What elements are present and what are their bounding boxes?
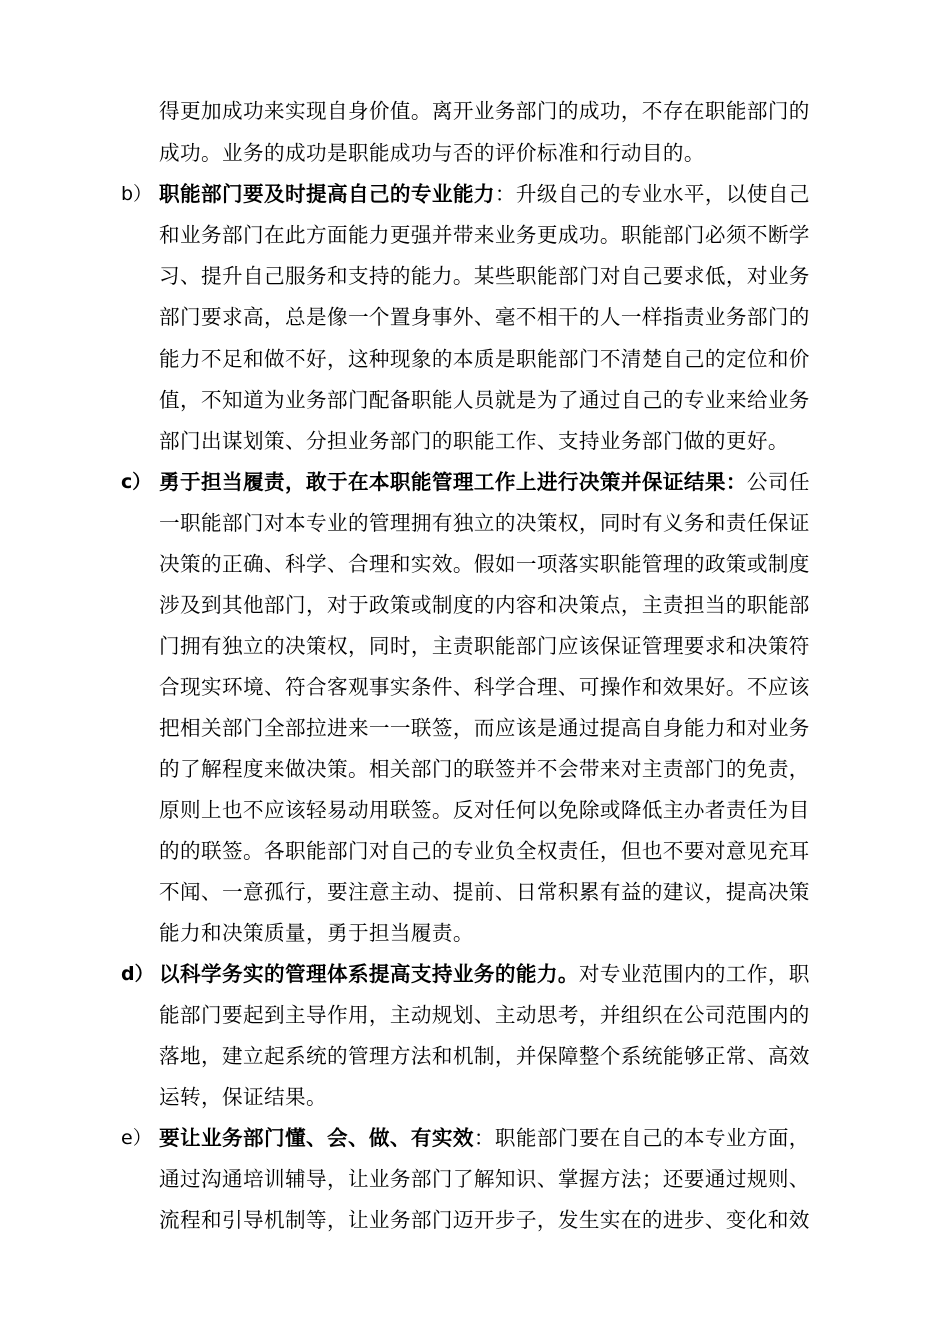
item-e-first-line <box>159 1124 859 1152</box>
item-b-line: 部门出谋划策、分担业务部门的职能工作、支持业务部门做的更好。 <box>159 429 789 453</box>
list-marker-c: c） <box>121 471 152 493</box>
item-d-first-rest: 对专业范围内的工作，职 <box>578 962 810 986</box>
item-d-first-line <box>159 960 859 988</box>
item-b-line: 和业务部门在此方面能力更强并带来业务更成功。职能部门必须不断学 <box>159 223 810 247</box>
item-e-line: 流程和引导机制等，让业务部门迈开步子，发生实在的进步、变化和效 <box>159 1208 810 1232</box>
item-b-first-rest: ：升级自己的专业水平，以使自己 <box>494 182 810 206</box>
item-c-line: 涉及到其他部门，对于政策或制度的内容和决策点，主责担当的职能部 <box>159 593 810 617</box>
intro-line-1: 得更加成功来实现自身价值。离开业务部门的成功，不存在职能部门的 <box>159 99 810 123</box>
item-b-line: 部门要求高，总是像一个置身事外、毫不相干的人一样指责业务部门的 <box>159 305 810 329</box>
intro-line-2: 成功。业务的成功是职能成功与否的评价标准和行动目的。 <box>159 141 705 165</box>
item-c-line: 能力和决策质量，勇于担当履责。 <box>159 921 474 945</box>
item-c-line: 不闻、一意孤行，要注意主动、提前、日常积累有益的建议，提高决策 <box>159 880 810 904</box>
item-b-line: 习、提升自己服务和支持的能力。某些职能部门对自己要求低，对业务 <box>159 264 810 288</box>
item-c-line: 合现实环境、符合客观事实条件、科学合理、可操作和效果好。不应该 <box>159 675 810 699</box>
item-b-line: 值，不知道为业务部门配备职能人员就是为了通过自己的专业来给业务 <box>159 388 810 412</box>
item-e-line: 通过沟通培训辅导，让业务部门了解知识、掌握方法；还要通过规则、 <box>159 1167 810 1191</box>
list-marker-e: e） <box>121 1127 152 1149</box>
list-marker-d: d） <box>121 963 154 985</box>
item-d-line: 运转，保证结果。 <box>159 1085 327 1109</box>
item-b-heading: 职能部门要及时提高自己的专业能力 <box>159 182 495 206</box>
item-c-first-line <box>159 468 859 496</box>
item-c-heading: 勇于担当履责，敢于在本职能管理工作上进行决策并保证结果： <box>159 470 747 494</box>
item-b-line: 能力不足和做不好，这种现象的本质是职能部门不清楚自己的定位和价 <box>159 347 810 371</box>
item-c-line: 的了解程度来做决策。相关部门的联签并不会带来对主责部门的免责， <box>159 757 810 781</box>
item-d-heading: 以科学务实的管理体系提高支持业务的能力。 <box>159 962 579 986</box>
item-d-line: 落地，建立起系统的管理方法和机制，并保障整个系统能够正常、高效 <box>159 1044 810 1068</box>
item-c-line: 门拥有独立的决策权，同时，主责职能部门应该保证管理要求和决策符 <box>159 634 810 658</box>
item-c-line: 原则上也不应该轻易动用联签。反对任何以免除或降低主办者责任为目 <box>159 798 810 822</box>
item-c-line: 一职能部门对本专业的管理拥有独立的决策权，同时有义务和责任保证 <box>159 511 810 535</box>
list-marker-b: b） <box>121 183 153 205</box>
item-e-first-rest: ：职能部门要在自己的本专业方面， <box>473 1126 810 1150</box>
item-b-first-line <box>159 180 859 208</box>
item-c-line: 的的联签。各职能部门对自己的专业负全权责任，但也不要对意见充耳 <box>159 839 810 863</box>
item-c-line: 把相关部门全部拉进来一一联签，而应该是通过提高自身能力和对业务 <box>159 716 810 740</box>
item-c-line: 决策的正确、科学、合理和实效。假如一项落实职能管理的政策或制度 <box>159 552 810 576</box>
item-c-first-rest: 公司任 <box>746 470 810 494</box>
item-e-heading: 要让业务部门懂、会、做、有实效 <box>159 1126 474 1150</box>
item-d-line: 能部门要起到主导作用，主动规划、主动思考，并组织在公司范围内的 <box>159 1003 810 1027</box>
